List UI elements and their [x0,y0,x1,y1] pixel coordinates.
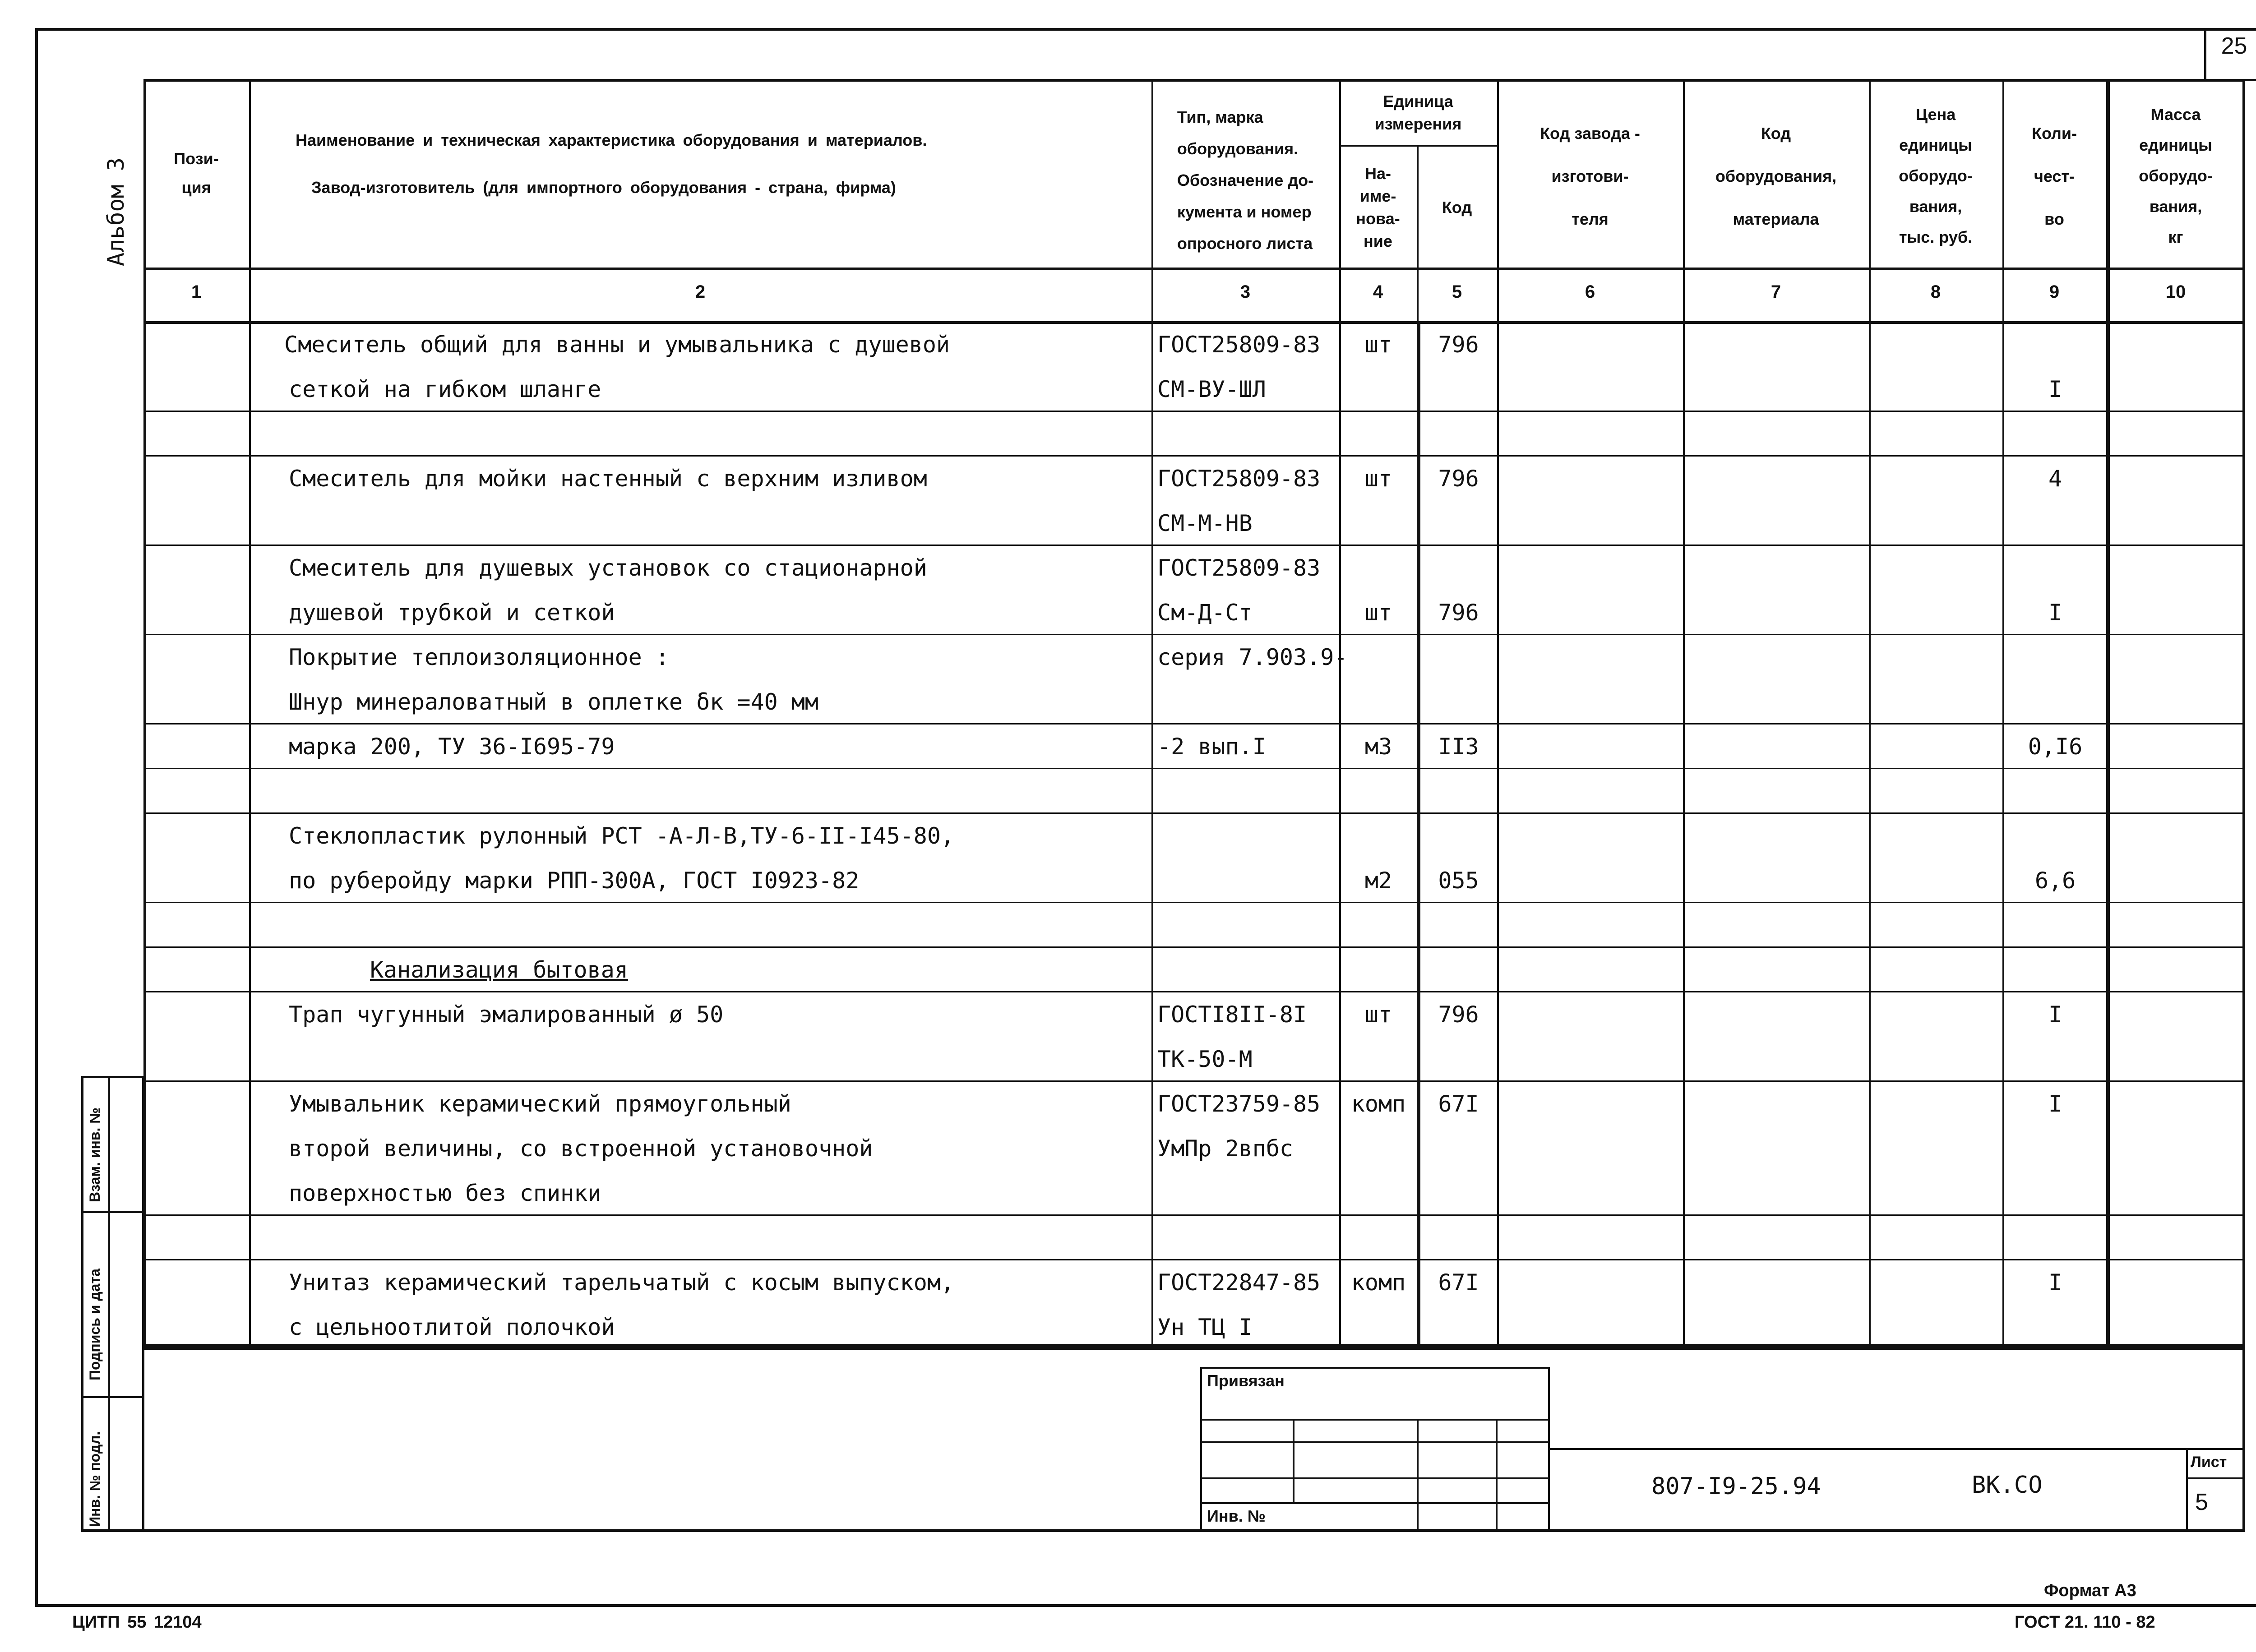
cell-code: II3 [1438,734,1479,760]
cell-qty: 4 [2048,466,2062,492]
cell-type: ТК-50-М [1157,1046,1253,1072]
cell-type: ГОСТ23759-85 [1157,1091,1321,1117]
row-separator [143,1259,2245,1260]
row-separator [143,455,2245,457]
cell-qty: 0,I6 [2028,734,2083,760]
header-col2-line1: Наименование и техническая характеристика оборудования и материалов. [296,131,927,149]
cell-code: 796 [1438,466,1479,492]
row-separator [143,1214,2245,1216]
cell-name: с цельноотлитой полочкой [289,1314,615,1340]
colnum-4: 4 [1373,282,1383,302]
col-line-4-thick [1417,321,1420,1347]
privyazan-vline-1 [1293,1419,1294,1502]
cell-type: ГОСТ25809-83 [1157,466,1321,492]
header-col1: Пози- ция [174,149,219,197]
row-separator [143,946,2245,948]
cell-name: поверхностью без спинки [289,1180,601,1206]
cell-unit: шт [1364,332,1392,358]
colnum-2: 2 [695,282,706,302]
cell-unit: шт [1364,600,1392,626]
footer-format: Формат А3 [2044,1581,2136,1600]
col-line-2 [1151,79,1153,1347]
list-box-left [2186,1448,2188,1529]
col-line-8 [2002,79,2004,1347]
cell-qty: I [2048,1091,2062,1117]
cell-name: Трап чугунный эмалированный ø 50 [289,1001,724,1028]
cell-name: Шнур минераловатный в оплетке δк =40 мм [289,689,818,715]
header-col8: Цена единицы оборудо- вания, тыс. руб. [1899,105,1973,246]
header-col3: Тип, марка оборудования. Обозначение до- кумента и номер опросного листа [1177,108,1314,253]
cell-qty: I [2048,1269,2062,1296]
cell-type: ГОСТ25809-83 [1157,555,1321,581]
row-separator [143,1080,2245,1082]
cell-type: -2 вып.I [1157,734,1266,760]
side-stamp-vzam: Взам. инв. № [87,1107,103,1202]
cell-name: Унитаз керамический тарельчатый с косым выпуском, [289,1269,955,1296]
cell-name: Канализация бытовая [370,957,628,983]
row-separator [143,812,2245,814]
cell-type: СМ-М-НВ [1157,510,1253,536]
header-col4: На- име- нова- ние [1356,164,1400,250]
privyazan-label: Привязан [1207,1371,1285,1390]
side-stamp-sep-2 [81,1396,144,1398]
cell-name: по руберойду марки РПП-300А, ГОСТ I0923-82 [289,868,860,894]
row-separator [143,902,2245,903]
bottom-area-right [2242,1347,2245,1531]
doc-code: 807-I9-25.94 [1651,1473,1821,1500]
cell-code: 796 [1438,1001,1479,1028]
list-number: 5 [2195,1489,2208,1515]
cell-name: Смеситель для мойки настенный с верхним изливом [289,466,927,492]
row-separator [143,768,2245,769]
col-line-9 [2106,79,2110,1347]
cell-unit: комп [1351,1269,1406,1296]
list-label: Лист [2191,1454,2227,1471]
col-line-6 [1683,79,1685,1347]
row-separator [143,723,2245,724]
cell-unit: шт [1364,466,1392,492]
cell-name: Покрытие теплоизоляционное : [289,644,669,670]
col-line-1 [249,79,251,1347]
row-separator [143,545,2245,546]
cell-unit: шт [1364,1001,1392,1028]
cell-type: ГОСТ25809-83 [1157,332,1321,358]
cell-name: второй величины, со встроенной установочной [289,1135,873,1162]
cell-type: СМ-ВУ-ШЛ [1157,376,1266,402]
cell-qty: I [2048,600,2062,626]
cell-type: ГОСТI8II-8I [1157,1001,1307,1028]
cell-type: Ун ТЦ I [1157,1314,1253,1340]
cell-qty: 6,6 [2034,868,2076,894]
colnum-5: 5 [1452,282,1462,302]
privyazan-vline-2 [1417,1419,1419,1531]
colnum-8: 8 [1930,282,1941,302]
col-line-5 [1497,79,1499,1347]
cell-type: УмПр 2впбс [1157,1135,1294,1162]
cell-code: 055 [1438,868,1479,894]
cell-name: Смеситель общий для ванны и умывальника с душевой [284,332,950,358]
bottom-area-top [143,1347,2245,1349]
colnum-7: 7 [1771,282,1781,302]
row-separator [143,411,2245,412]
colnum-10: 10 [2165,282,2186,302]
col-line-7 [1869,79,1871,1347]
cell-name: Умывальник керамический прямоугольный [289,1091,791,1117]
cell-code: 67I [1438,1091,1479,1117]
cell-name: Стеклопластик рулонный РСТ -А-Л-В,ТУ-6-II-I45-80, [289,823,955,849]
album-label: Альбом 3 [103,157,129,266]
colnum-1: 1 [191,282,202,302]
header-col5: Код [1442,198,1472,217]
header-col9: Коли- чест- во [2031,124,2077,228]
bottom-area-bottom [81,1529,2245,1532]
inv-no-label: Инв. № [1207,1507,1266,1525]
cell-type: ГОСТ22847-85 [1157,1269,1321,1296]
header-col2-line2: Завод-изготовитель (для импортного оборудования - страна, фирма) [311,178,896,197]
cell-type: серия 7.903.9- [1157,644,1348,670]
side-stamp-inv: Инв. № подл. [87,1431,103,1527]
side-stamp-podpis: Подпись и дата [87,1269,103,1380]
side-stamp-sep-1 [81,1211,144,1213]
cell-code: 796 [1438,332,1479,358]
cell-code: 796 [1438,600,1479,626]
colnum-9: 9 [2049,282,2060,302]
header-col45-group: Единица измерения [1374,92,1462,133]
doc-mark: ВК.СО [1972,1472,2043,1499]
row-separator [143,991,2245,992]
cell-name: сеткой на гибком шланге [289,376,601,402]
sheet-number-top: 25 [2221,33,2247,59]
doc-block-top [1550,1448,2245,1450]
cell-unit: м3 [1364,734,1392,760]
cell-code: 67I [1438,1269,1479,1296]
footer-gost: ГОСТ 21. 110 - 82 [2015,1613,2155,1632]
cell-unit: м2 [1364,868,1392,894]
row-separator [143,634,2245,635]
footer-left: ЦИТП 55 12104 [72,1613,202,1632]
cell-name: марка 200, ТУ 36-I695-79 [289,734,615,760]
list-box-divider [2186,1477,2244,1479]
cell-unit: комп [1351,1091,1406,1117]
cell-qty: I [2048,376,2062,402]
colnum-6: 6 [1585,282,1595,302]
cell-name: Смеситель для душевых установок со стационарной [289,555,927,581]
header-col7: Код оборудования, материала [1715,124,1837,228]
cell-type: См-Д-Ст [1157,600,1253,626]
cell-name: душевой трубкой и сеткой [289,600,615,626]
colnum-3: 3 [1240,282,1251,302]
side-stamp-divider [108,1076,110,1532]
header-col6: Код завода - изготови- теля [1540,124,1640,228]
numbers-bottom-line [143,321,2245,324]
cell-qty: I [2048,1001,2062,1028]
col-line-3 [1339,79,1341,1347]
privyazan-vline-3 [1496,1419,1498,1531]
header-col10: Масса единицы оборудо- вания, кг [2139,105,2213,246]
header-bottom-line [143,268,2245,270]
